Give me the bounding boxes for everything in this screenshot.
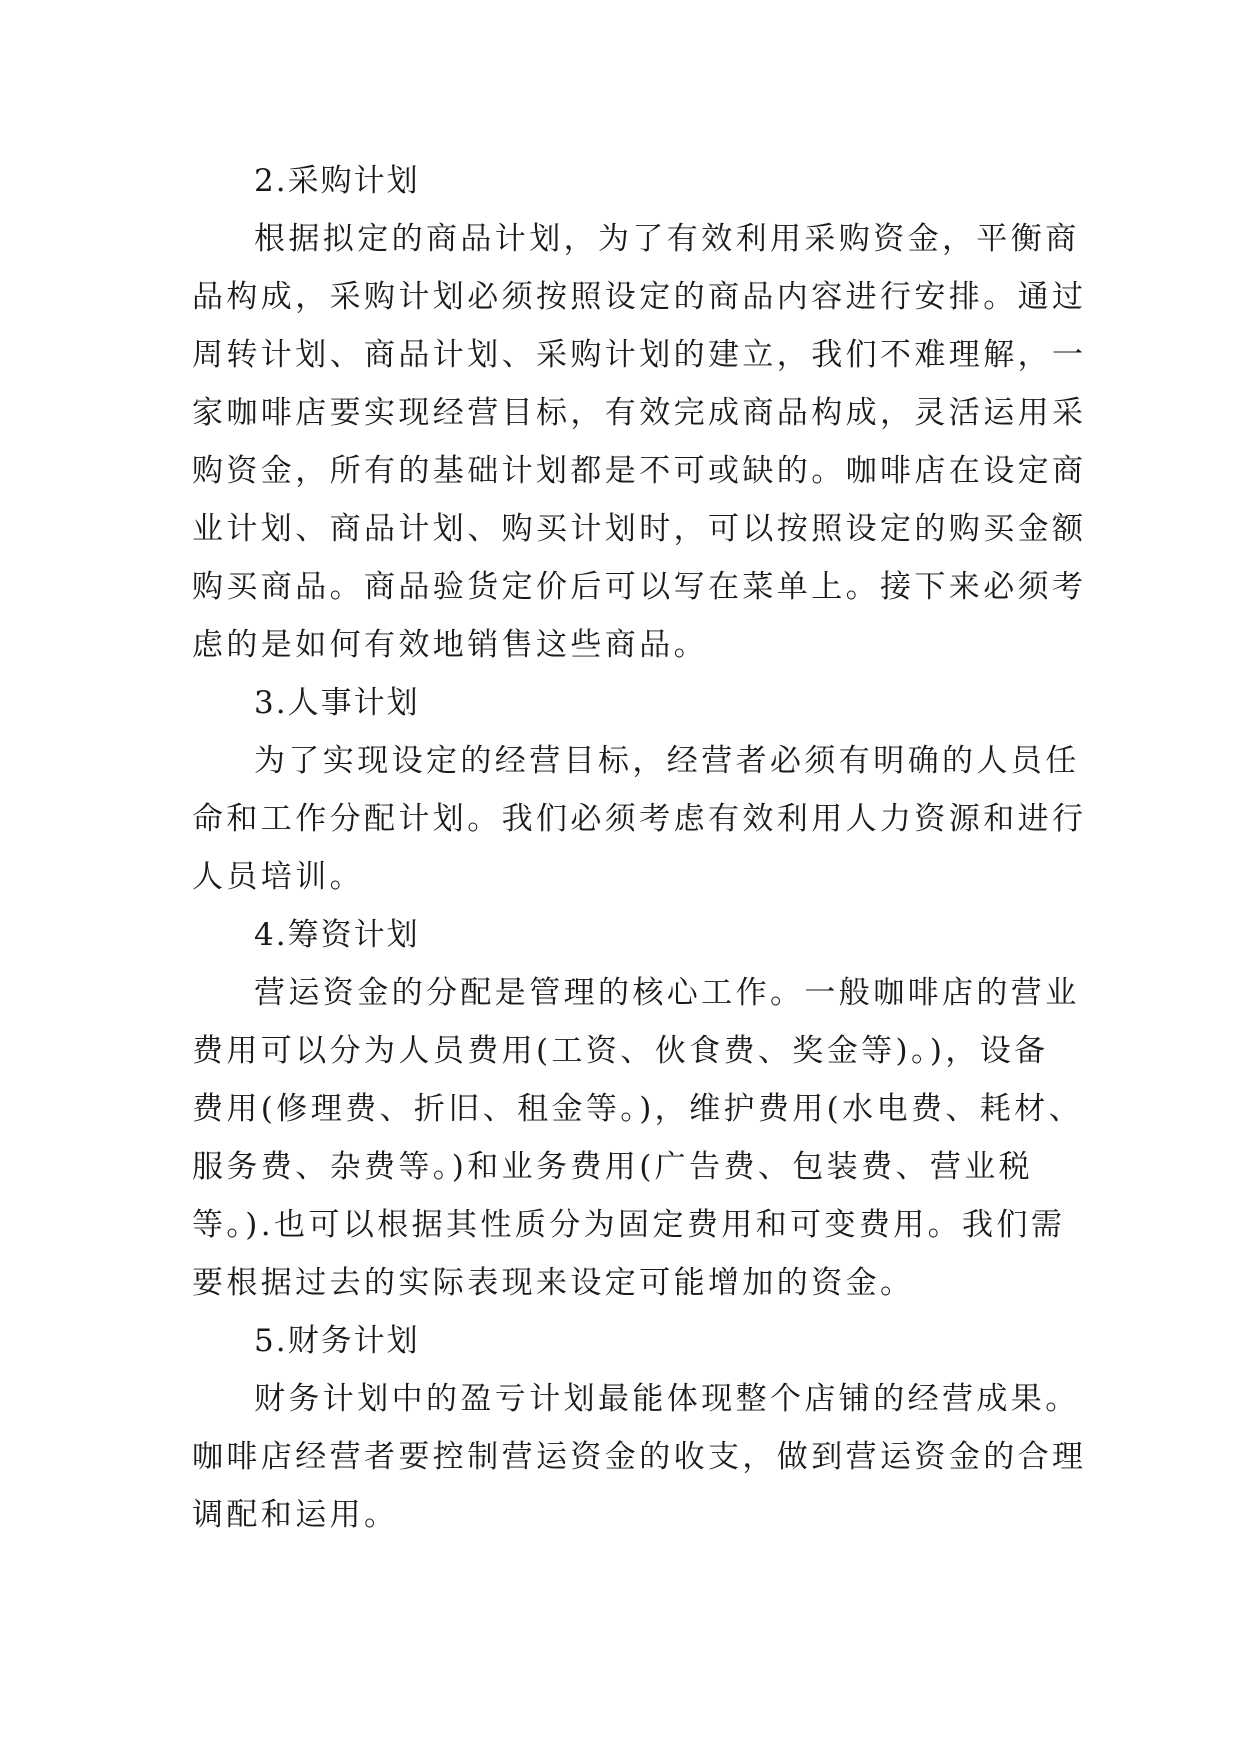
section-heading-procurement-plan: 2.采购计划 xyxy=(254,163,420,199)
paragraph-line: 费用可以分为人员费用(工资、伙食费、奖金等)。)，设备 xyxy=(192,1033,1049,1069)
paragraph-line: 周转计划、商品计划、采购计划的建立，我们不难理解，一 xyxy=(192,337,1087,373)
paragraph-line: 虑的是如何有效地销售这些商品。 xyxy=(192,627,708,663)
paragraph-line: 品构成，采购计划必须按照设定的商品内容进行安排。通过 xyxy=(192,279,1087,315)
paragraph-line: 人员培训。 xyxy=(192,859,364,895)
paragraph-line: 咖啡店经营者要控制营运资金的收支，做到营运资金的合理 xyxy=(192,1439,1087,1475)
document-body xyxy=(192,152,1087,1544)
paragraph-line: 购资金，所有的基础计划都是不可或缺的。咖啡店在设定商 xyxy=(192,453,1087,489)
paragraph-line: 要根据过去的实际表现来设定可能增加的资金。 xyxy=(192,1265,915,1301)
paragraph-line: 费用(修理费、折旧、租金等。)，维护费用(水电费、耗材、 xyxy=(192,1091,1083,1127)
paragraph-line: 等。).也可以根据其性质分为固定费用和可变费用。我们需 xyxy=(192,1207,1066,1243)
paragraph-line: 家咖啡店要实现经营目标，有效完成商品构成，灵活运用采 xyxy=(192,395,1087,431)
paragraph-line: 调配和运用。 xyxy=(192,1497,399,1533)
paragraph-line: 业计划、商品计划、购买计划时，可以按照设定的购买金额 xyxy=(192,511,1087,547)
paragraph-line: 为了实现设定的经营目标，经营者必须有明确的人员任 xyxy=(254,743,1080,779)
paragraph-line: 购买商品。商品验货定价后可以写在菜单上。接下来必须考 xyxy=(192,569,1087,605)
paragraph-line: 根据拟定的商品计划，为了有效利用采购资金，平衡商 xyxy=(254,221,1080,257)
section-heading-funding-plan: 4.筹资计划 xyxy=(254,917,420,953)
paragraph-line: 服务费、杂费等。)和业务费用(广告费、包装费、营业税 xyxy=(192,1149,1034,1185)
paragraph-line: 营运资金的分配是管理的核心工作。一般咖啡店的营业 xyxy=(254,975,1080,1011)
paragraph-line: 财务计划中的盈亏计划最能体现整个店铺的经营成果。 xyxy=(254,1381,1080,1417)
paragraph-line: 命和工作分配计划。我们必须考虑有效利用人力资源和进行 xyxy=(192,801,1087,837)
section-heading-financial-plan: 5.财务计划 xyxy=(254,1323,420,1359)
section-heading-personnel-plan: 3.人事计划 xyxy=(254,685,420,721)
